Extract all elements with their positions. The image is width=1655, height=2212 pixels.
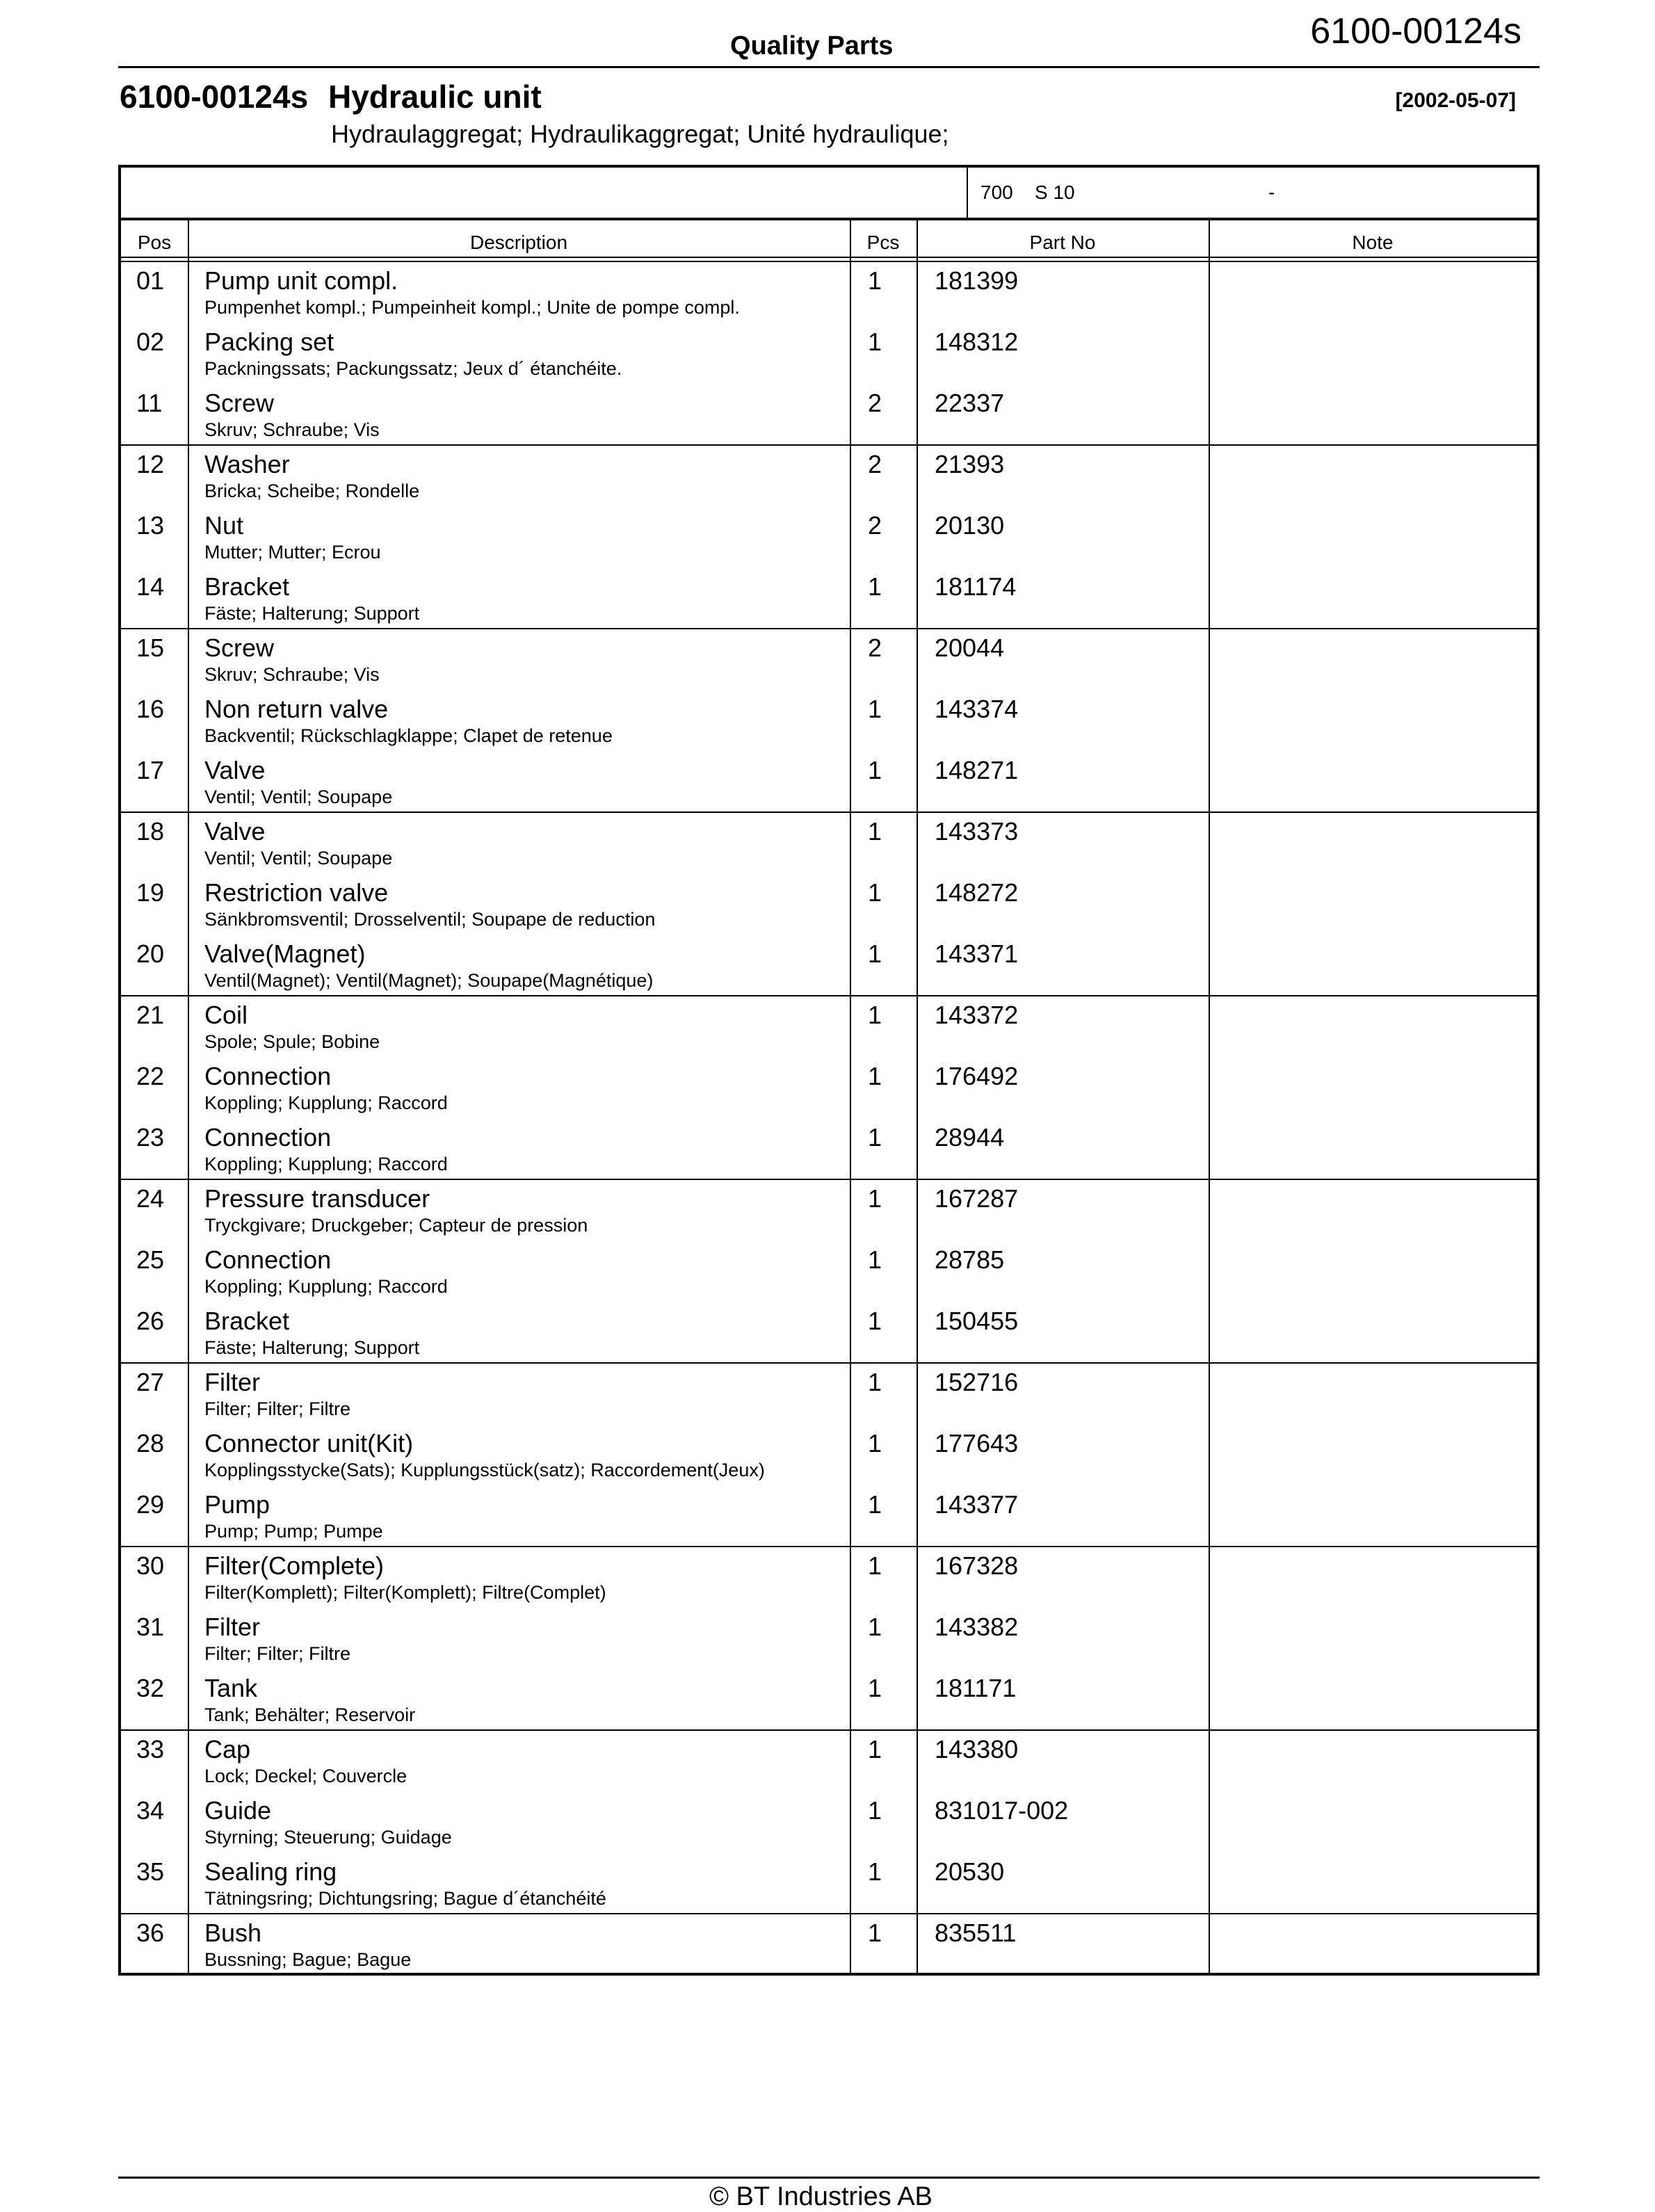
- table-row: [121, 813, 1537, 874]
- row-pcs: 1: [868, 1857, 882, 1886]
- table-row: [121, 323, 1537, 385]
- row-translations: Kopplingsstycke(Sats); Kupplungsstück(satz); Raccordement(Jeux): [204, 1460, 765, 1480]
- table-row: [121, 629, 1537, 691]
- table-row: [121, 385, 1537, 446]
- page-title: Hydraulic unit: [328, 79, 542, 115]
- row-translations: Fäste; Halterung; Support: [204, 603, 420, 624]
- row-translations: Filter; Filter; Filtre: [204, 1398, 351, 1419]
- title-translations: Hydraulaggregat; Hydraulikaggregat; Unité hydraulique;: [331, 120, 949, 148]
- row-part-no: 28785: [935, 1245, 1005, 1274]
- table-row: [121, 1241, 1537, 1302]
- header-doc-number: 6100-00124s: [1310, 11, 1521, 51]
- model-dash: -: [1268, 181, 1275, 203]
- row-description: Valve(Magnet): [204, 939, 366, 968]
- row-part-no: 167287: [935, 1184, 1019, 1213]
- row-part-no: 835511: [935, 1919, 1017, 1947]
- row-pos: 29: [136, 1490, 165, 1519]
- row-part-no: 148272: [935, 878, 1019, 907]
- row-translations: Tryckgivare; Druckgeber; Capteur de pression: [204, 1215, 588, 1236]
- table-row: [121, 1425, 1537, 1486]
- column-header-pcs: Pcs: [866, 232, 900, 253]
- row-pos: 31: [136, 1613, 165, 1641]
- table-row: [121, 1853, 1537, 1914]
- row-pcs: 1: [868, 1368, 882, 1396]
- row-translations: Filter; Filter; Filtre: [204, 1643, 351, 1664]
- header-divider: [118, 66, 1540, 68]
- row-translations: Filter(Komplett); Filter(Komplett); Filtre(Complet): [204, 1582, 606, 1603]
- row-part-no: 181171: [935, 1674, 1017, 1702]
- row-pcs: 1: [868, 817, 882, 846]
- column-header-description: Description: [469, 232, 568, 253]
- row-translations: Mutter; Mutter; Ecrou: [204, 542, 381, 563]
- row-part-no: 177643: [935, 1429, 1019, 1458]
- row-pos: 32: [136, 1674, 165, 1702]
- row-description: Connector unit(Kit): [204, 1429, 414, 1458]
- row-pos: 15: [136, 633, 165, 662]
- row-pos: 02: [136, 328, 165, 356]
- row-pcs: 1: [868, 328, 882, 356]
- row-pos: 21: [136, 1001, 165, 1029]
- table-row: [121, 1364, 1537, 1425]
- row-part-no: 148312: [935, 328, 1019, 356]
- row-pcs: 1: [868, 939, 882, 968]
- row-translations: Ventil(Magnet); Ventil(Magnet); Soupape(Magnétique): [204, 970, 654, 991]
- row-part-no: 143372: [935, 1001, 1019, 1029]
- table-row: [121, 752, 1537, 813]
- row-translations: Backventil; Rückschlagklappe; Clapet de retenue: [204, 725, 613, 746]
- row-translations: Spole; Spule; Bobine: [204, 1031, 380, 1052]
- row-part-no: 148271: [935, 756, 1019, 784]
- row-description: Filter(Complete): [204, 1551, 385, 1580]
- table-row: [121, 691, 1537, 752]
- row-description: Restriction valve: [204, 878, 389, 907]
- row-translations: Fäste; Halterung; Support: [204, 1337, 420, 1358]
- row-pcs: 2: [868, 633, 882, 662]
- row-description: Filter: [204, 1613, 260, 1641]
- row-description: Packing set: [204, 328, 334, 356]
- row-pcs: 1: [868, 572, 882, 601]
- row-part-no: 831017-002: [935, 1796, 1069, 1825]
- row-translations: Tätningsring; Dichtungsring; Bague d´étanchéité: [204, 1888, 606, 1909]
- row-pos: 28: [136, 1429, 165, 1458]
- row-part-no: 143382: [935, 1613, 1019, 1641]
- column-header-part-no: Part No: [1029, 232, 1096, 253]
- table-row: [121, 1119, 1537, 1180]
- row-description: Sealing ring: [204, 1857, 337, 1886]
- table-row: [121, 507, 1537, 568]
- table-row: [121, 1608, 1537, 1670]
- row-part-no: 22337: [935, 389, 1005, 417]
- row-pcs: 1: [868, 1674, 882, 1702]
- row-translations: Koppling; Kupplung; Raccord: [204, 1092, 448, 1113]
- table-row: [121, 1914, 1537, 1976]
- model-series: S 10: [1035, 181, 1075, 203]
- table-row: [121, 1486, 1537, 1547]
- row-description: Tank: [204, 1674, 258, 1702]
- table-row: [121, 935, 1537, 996]
- row-pos: 14: [136, 572, 165, 601]
- row-description: Pump: [204, 1490, 271, 1519]
- footer-copyright: © BT Industries AB: [709, 2182, 933, 2211]
- table-row: [121, 1731, 1537, 1792]
- row-part-no: 20044: [935, 633, 1005, 662]
- row-pos: 27: [136, 1368, 165, 1396]
- row-part-no: 143380: [935, 1735, 1019, 1763]
- footer-divider: [118, 2177, 1540, 2179]
- row-pos: 34: [136, 1796, 165, 1825]
- row-description: Guide: [204, 1796, 272, 1825]
- table-row: [121, 1180, 1537, 1241]
- row-translations: Koppling; Kupplung; Raccord: [204, 1154, 448, 1174]
- row-translations: Bricka; Scheibe; Rondelle: [204, 481, 420, 501]
- row-pcs: 1: [868, 1123, 882, 1152]
- model-number: 700: [980, 181, 1013, 203]
- row-pcs: 1: [868, 1062, 882, 1090]
- row-pos: 25: [136, 1245, 165, 1274]
- row-translations: Styrning; Steuerung; Guidage: [204, 1827, 452, 1848]
- row-pcs: 2: [868, 450, 882, 478]
- row-pos: 19: [136, 878, 165, 907]
- row-description: Bush: [204, 1919, 262, 1947]
- row-pos: 16: [136, 695, 165, 723]
- table-row: [121, 996, 1537, 1058]
- row-pcs: 2: [868, 389, 882, 417]
- row-translations: Sänkbromsventil; Drosselventil; Soupape de reduction: [204, 909, 656, 930]
- row-pos: 17: [136, 756, 165, 784]
- row-pcs: 1: [868, 1796, 882, 1825]
- row-pos: 18: [136, 817, 165, 846]
- row-part-no: 20530: [935, 1857, 1005, 1886]
- row-part-no: 21393: [935, 450, 1005, 478]
- row-pcs: 1: [868, 1245, 882, 1274]
- row-translations: Ventil; Ventil; Soupape: [204, 786, 393, 807]
- row-translations: Pump; Pump; Pumpe: [204, 1521, 383, 1542]
- row-description: Bracket: [204, 572, 290, 601]
- row-pcs: 1: [868, 1429, 882, 1458]
- row-translations: Packningssats; Packungssatz; Jeux d´ étanchéite.: [204, 358, 622, 379]
- row-pos: 35: [136, 1857, 165, 1886]
- row-pcs: 1: [868, 1490, 882, 1519]
- row-translations: Skruv; Schraube; Vis: [204, 419, 380, 440]
- row-pcs: 1: [868, 695, 882, 723]
- row-part-no: 150455: [935, 1307, 1019, 1335]
- row-description: Screw: [204, 633, 275, 662]
- row-part-no: 176492: [935, 1062, 1019, 1090]
- row-description: Valve: [204, 817, 266, 846]
- row-pos: 30: [136, 1551, 165, 1580]
- row-pcs: 1: [868, 1613, 882, 1641]
- row-pos: 01: [136, 266, 165, 295]
- row-pcs: 1: [868, 1551, 882, 1580]
- row-pcs: 1: [868, 756, 882, 784]
- model-divider: [967, 168, 968, 218]
- header-title: Quality Parts: [730, 31, 894, 60]
- table-row: [121, 1792, 1537, 1853]
- row-pcs: 1: [868, 1001, 882, 1029]
- row-translations: Ventil; Ventil; Soupape: [204, 848, 393, 869]
- parts-table: [118, 165, 1540, 1976]
- column-header-pos: Pos: [137, 232, 172, 253]
- row-part-no: 143371: [935, 939, 1019, 968]
- table-row: [121, 1302, 1537, 1364]
- row-translations: Tank; Behälter; Reservoir: [204, 1704, 416, 1725]
- row-description: Valve: [204, 756, 266, 784]
- row-translations: Skruv; Schraube; Vis: [204, 664, 380, 685]
- row-pos: 26: [136, 1307, 165, 1335]
- row-part-no: 152716: [935, 1368, 1019, 1396]
- row-description: Pump unit compl.: [204, 266, 398, 295]
- row-part-no: 167328: [935, 1551, 1019, 1580]
- document-date: [2002-05-07]: [1395, 89, 1516, 112]
- row-translations: Bussning; Bague; Bague: [204, 1949, 412, 1970]
- row-pos: 12: [136, 450, 165, 478]
- row-description: Connection: [204, 1123, 332, 1152]
- row-description: Nut: [204, 511, 244, 540]
- row-pos: 36: [136, 1919, 165, 1947]
- row-pos: 23: [136, 1123, 165, 1152]
- row-description: Pressure transducer: [204, 1184, 430, 1213]
- table-row: [121, 262, 1537, 323]
- row-description: Cap: [204, 1735, 251, 1763]
- row-description: Connection: [204, 1245, 332, 1274]
- table-row: [121, 1670, 1537, 1731]
- row-description: Connection: [204, 1062, 332, 1090]
- row-pos: 22: [136, 1062, 165, 1090]
- row-description: Screw: [204, 389, 275, 417]
- table-row: [121, 874, 1537, 935]
- table-row: [121, 1547, 1537, 1608]
- row-part-no: 143373: [935, 817, 1019, 846]
- row-translations: Lock; Deckel; Couvercle: [204, 1766, 407, 1786]
- row-description: Bracket: [204, 1307, 290, 1335]
- row-pcs: 2: [868, 511, 882, 540]
- row-part-no: 143377: [935, 1490, 1019, 1519]
- column-header-note: Note: [1352, 232, 1394, 253]
- row-pcs: 1: [868, 266, 882, 295]
- row-part-no: 181399: [935, 266, 1019, 295]
- model-band-bottom: [121, 218, 1537, 220]
- row-part-no: 20130: [935, 511, 1005, 540]
- row-pos: 24: [136, 1184, 165, 1213]
- row-part-no: 143374: [935, 695, 1019, 723]
- row-pcs: 1: [868, 878, 882, 907]
- row-pcs: 1: [868, 1184, 882, 1213]
- table-row: [121, 446, 1537, 507]
- row-pcs: 1: [868, 1735, 882, 1763]
- row-description: Coil: [204, 1001, 248, 1029]
- row-description: Non return valve: [204, 695, 389, 723]
- row-part-no: 181174: [935, 572, 1017, 601]
- row-description: Filter: [204, 1368, 260, 1396]
- row-description: Washer: [204, 450, 290, 478]
- row-pcs: 1: [868, 1307, 882, 1335]
- document-code: 6100-00124s: [120, 79, 309, 115]
- row-pcs: 1: [868, 1919, 882, 1947]
- row-pos: 20: [136, 939, 165, 968]
- row-pos: 11: [136, 389, 163, 417]
- row-translations: Koppling; Kupplung; Raccord: [204, 1276, 448, 1297]
- row-translations: Pumpenhet kompl.; Pumpeinheit kompl.; Unite de pompe compl.: [204, 297, 740, 318]
- row-pos: 33: [136, 1735, 165, 1763]
- table-row: [121, 1058, 1537, 1119]
- row-part-no: 28944: [935, 1123, 1005, 1152]
- table-row: [121, 568, 1537, 629]
- row-pos: 13: [136, 511, 165, 540]
- header-rule-upper: [121, 257, 1537, 258]
